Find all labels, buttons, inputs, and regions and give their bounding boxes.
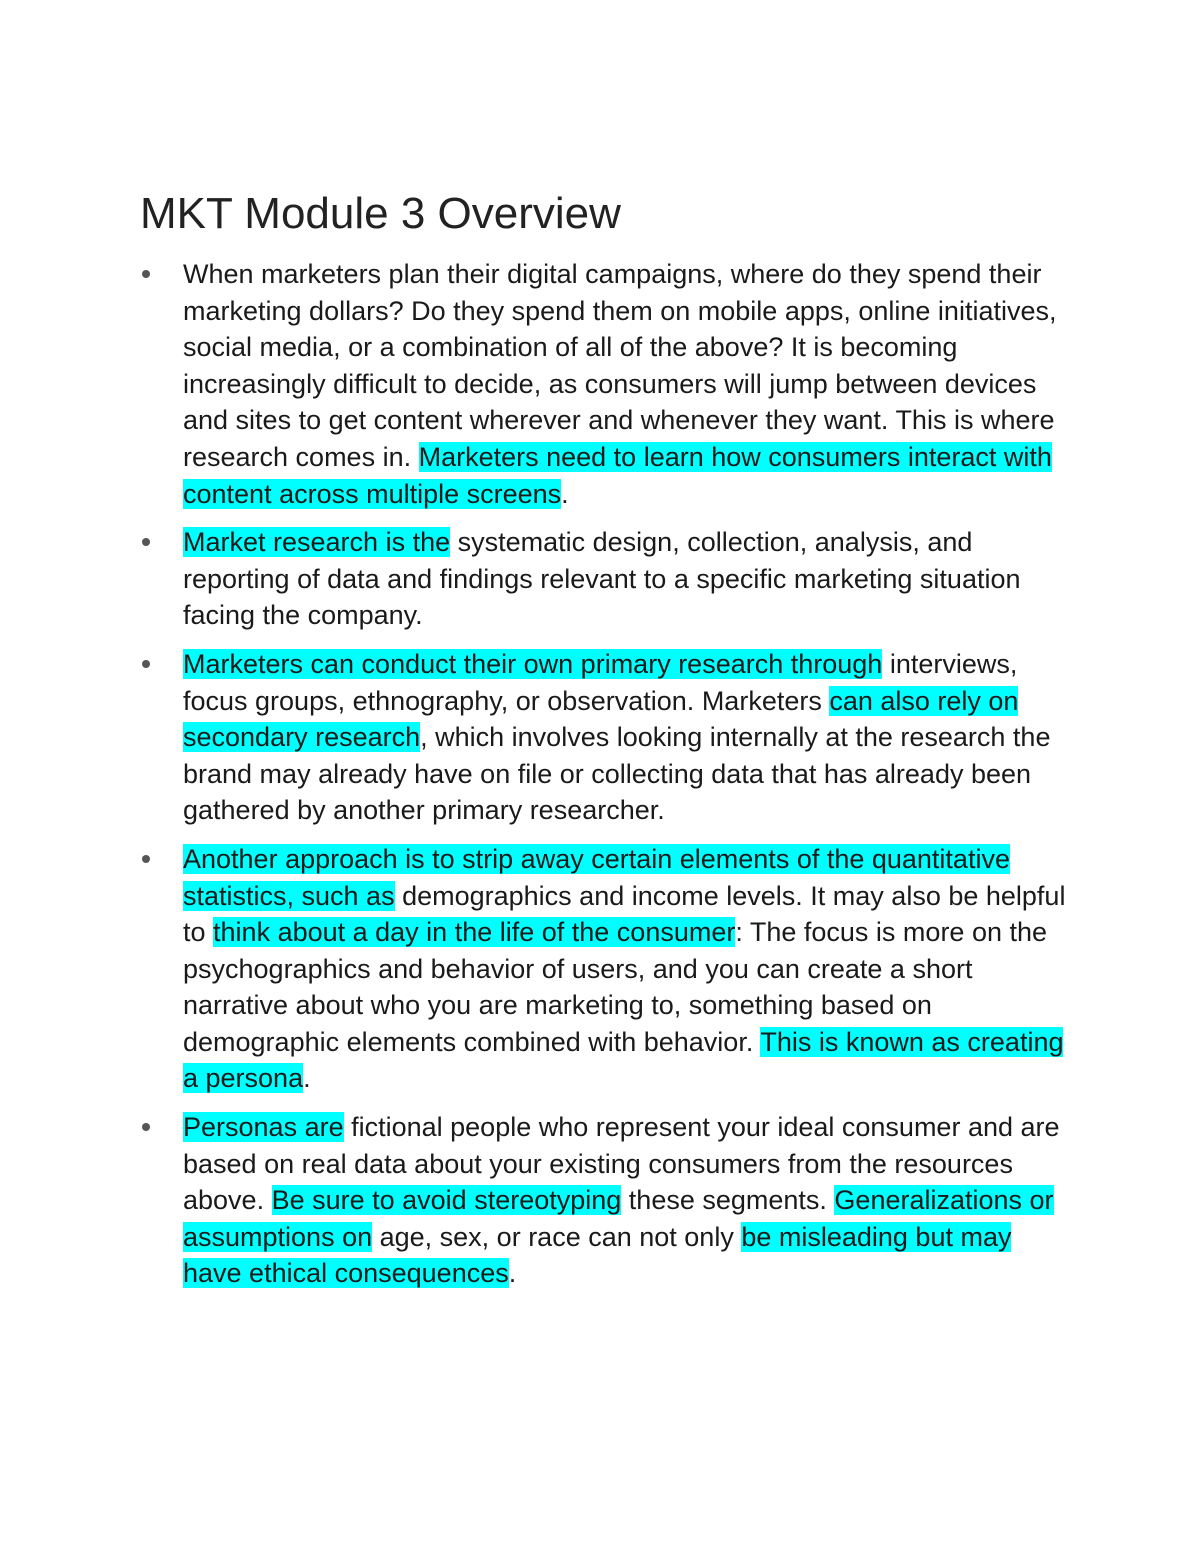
highlighted-text: Another approach is to strip away certain elements of the quantitative statistics, such as xyxy=(183,843,1010,911)
highlighted-text: think about a day in the life of the consumer xyxy=(213,917,736,948)
body-text: age, sex, or race can not only xyxy=(372,1221,742,1252)
bullet-item xyxy=(140,524,1070,634)
bullet-text xyxy=(183,527,1021,630)
bullet-item xyxy=(140,256,1070,512)
bullet-list xyxy=(140,256,1070,1304)
document-title: MKT Module 3 Overview xyxy=(140,189,621,238)
body-text: : The focus is more on the psychographics and behavior of users, and you can create a short narrative about who you are marketing to, something based on demographic elements combined with behavior. xyxy=(183,917,1048,1057)
bullet-item xyxy=(140,646,1070,829)
highlighted-text: can also rely on secondary research xyxy=(183,685,1019,753)
bullet-item xyxy=(140,1109,1070,1292)
bullet-point-icon xyxy=(142,538,150,546)
body-text: , which involves looking internally at the research the brand may already have on file or collecting data that has already been gathered by another primary researcher. xyxy=(183,722,1051,826)
highlighted-text: Marketers need to learn how consumers interact with content across multiple screens xyxy=(183,441,1052,509)
highlighted-text: Personas are xyxy=(183,1112,344,1143)
body-text: . xyxy=(561,478,569,509)
bullet-point-icon xyxy=(142,270,150,278)
bullet-point-icon xyxy=(142,1123,150,1131)
highlighted-text: Be sure to avoid stereotyping xyxy=(271,1185,622,1216)
body-text: systematic design, collection, analysis, and reporting of data and findings relevant to a specific marketing situation facing the company. xyxy=(183,527,1021,631)
body-text: these segments. xyxy=(621,1185,835,1216)
highlighted-text: Generalizations or assumptions on xyxy=(183,1185,1054,1252)
body-text: . xyxy=(303,1063,311,1094)
highlighted-text: be misleading but may have ethical consequences xyxy=(183,1221,1012,1289)
bullet-point-icon xyxy=(142,660,150,668)
body-text: demographics and income levels. It may also be helpful to xyxy=(183,880,1066,948)
body-text: . xyxy=(508,1258,517,1289)
body-text: When marketers plan their digital campaigns, where do they spend their marketing dollars? Do they spend them on mobile apps, online initiatives, social media, or a combination of all of the above? It is becoming increasingly difficult to decide, as consumers will jump between devices and sites to get content wherever and whenever they want. This is where research comes in. xyxy=(183,259,1057,472)
bullet-text xyxy=(183,1112,1060,1288)
bullet-text xyxy=(183,259,1056,509)
body-text: interviews, focus groups, ethnography, or observation. Marketers xyxy=(183,648,1018,716)
body-text: fictional people who represent your ideal consumer and are based on real data about your existing consumers from the resources above. xyxy=(183,1112,1060,1216)
highlighted-text: Marketers can conduct their own primary research through xyxy=(183,648,883,679)
highlighted-text: This is known as creating a persona xyxy=(183,1026,1064,1094)
bullet-text xyxy=(183,649,1050,825)
bullet-point-icon xyxy=(142,855,150,863)
bullet-text xyxy=(183,844,1065,1094)
bullet-item xyxy=(140,841,1070,1097)
highlighted-text: Market research is the xyxy=(183,527,451,558)
